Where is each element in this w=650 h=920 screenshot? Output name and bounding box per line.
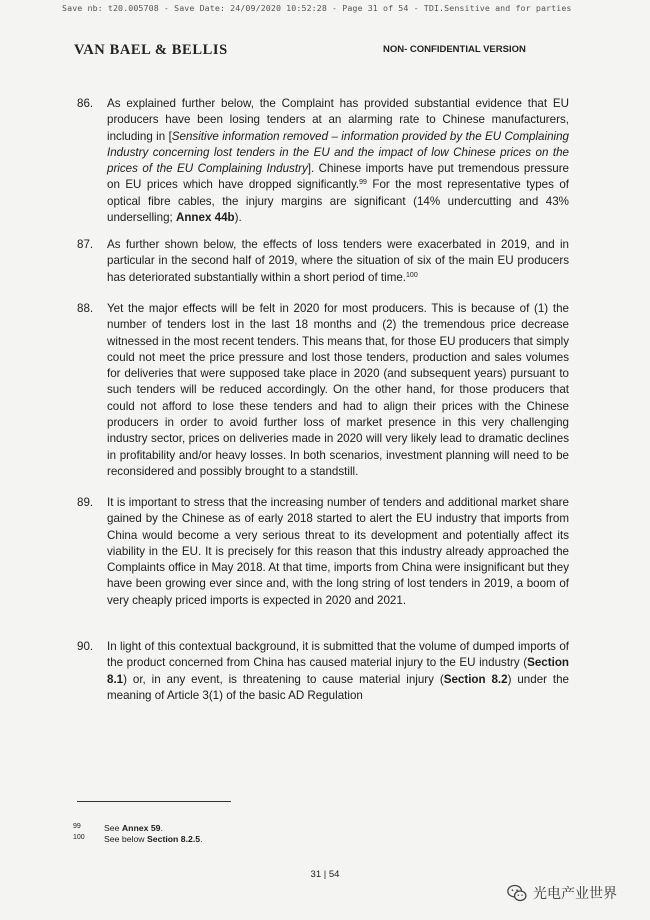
paragraph-text: As explained further below, the Complaint has provided substantial evidence that EU producers have been losing tenders at an alarming rate to Chinese manufacturers, including in [Sensitive information removed – information provided by the EU Complaining Industry concerning lost tenders in the EU and the impact of low Chinese prices on the prices of the EU Complaining Industry]. Chinese imports have put tremendous pressure on EU prices which have dropped significantly.$^{99}$ For the most representative types of optical fibre cables, the injury margins are significant (14% undercutting and 43% underselling; Annex 44b). <box>107 97 570 225</box>
wechat-icon <box>506 882 528 904</box>
page-number: 31 | 54 <box>310 869 340 880</box>
footnote-number: 99 <box>73 823 81 830</box>
paragraph-90 <box>77 639 569 704</box>
paragraph-89 <box>77 495 569 609</box>
paragraph-text: Yet the major effects will be felt in 2020 for most producers. This is because of (1) the number of tenders lost in the last 18 months and (2) the tremendous price decrease witnessed in the most recent tenders. This means that, for those EU producers that simply could not meet the price pressure and lost those tenders, production and sales volumes for deliveries that were supposed take place in 2020 (and subsequent years) pursuant to such tenders will be reduced accordingly. On the other hand, for those producers that could not afford to lose these tenders and had to align their prices with the Chinese producers in order to avoid further loss of market presence in this very challenging industry sector, prices on deliveries made in 2020 will very likely lead to dramatic declines in profitability and/or heavy losses. In both scenarios, investment planning will need to be reconsidered and possibly brought to a standstill. <box>107 302 569 478</box>
paragraph-number: 88. <box>77 302 94 315</box>
footnote-text: See below Section 8.2.5. <box>104 834 203 844</box>
footnote-divider <box>77 801 231 802</box>
paragraph-number: 89. <box>77 496 94 509</box>
paragraph-86 <box>77 96 569 226</box>
paragraph-number: 90. <box>77 640 94 653</box>
footnote-ref: 100 <box>406 271 418 279</box>
paragraph-number: 86. <box>77 97 94 110</box>
paragraph-number: 87. <box>77 238 94 251</box>
watermark <box>506 882 617 904</box>
footnote-number: 100 <box>73 834 85 841</box>
paragraph-text: In light of this contextual background, it is submitted that the volume of dumped imports of the product concerned from China has caused material injury to the EU industry (Section 8.1) or, in any event, is threatening to cause material injury (Section 8.2) under the meaning of Article 3(1) of the basic AD Regulation <box>107 640 570 702</box>
confidentiality-label: NON- CONFIDENTIAL VERSION <box>383 44 526 55</box>
firm-name: VAN BAEL & BELLIS <box>74 42 228 58</box>
save-stamp: Save nb: t20.005708 - Save Date: 24/09/2020 10:52:28 - Page 31 of 54 - TDI.Sensitive and for parties <box>62 3 572 13</box>
paragraph-87 <box>77 237 569 286</box>
paragraph-88 <box>77 301 569 480</box>
footnote-text: See Annex 59. <box>104 823 163 833</box>
watermark-text: 光电产业世界 <box>533 886 617 902</box>
footnote-ref: 99 <box>359 179 367 187</box>
paragraph-text: It is important to stress that the increasing number of tenders and additional market share gained by the Chinese as of early 2018 started to alert the EU industry that imports from China would become a very serious threat to its development and potentially affect its viability in the EU. It is precisely for this reason that this industry already approached the Complaints office in May 2018. At that time, imports from China were insignificant but they have been growing ever since and, with the long string of lost tenders in 2019, a boom of very cheaply priced imports is expected in 2020 and 2021. <box>107 496 569 607</box>
paragraph-text: As further shown below, the effects of loss tenders were exacerbated in 2019, and in particular in the second half of 2019, where the situation of six of the main EU producers has deteriorated substantially within a short period of time.$^{100}$ <box>107 238 569 284</box>
